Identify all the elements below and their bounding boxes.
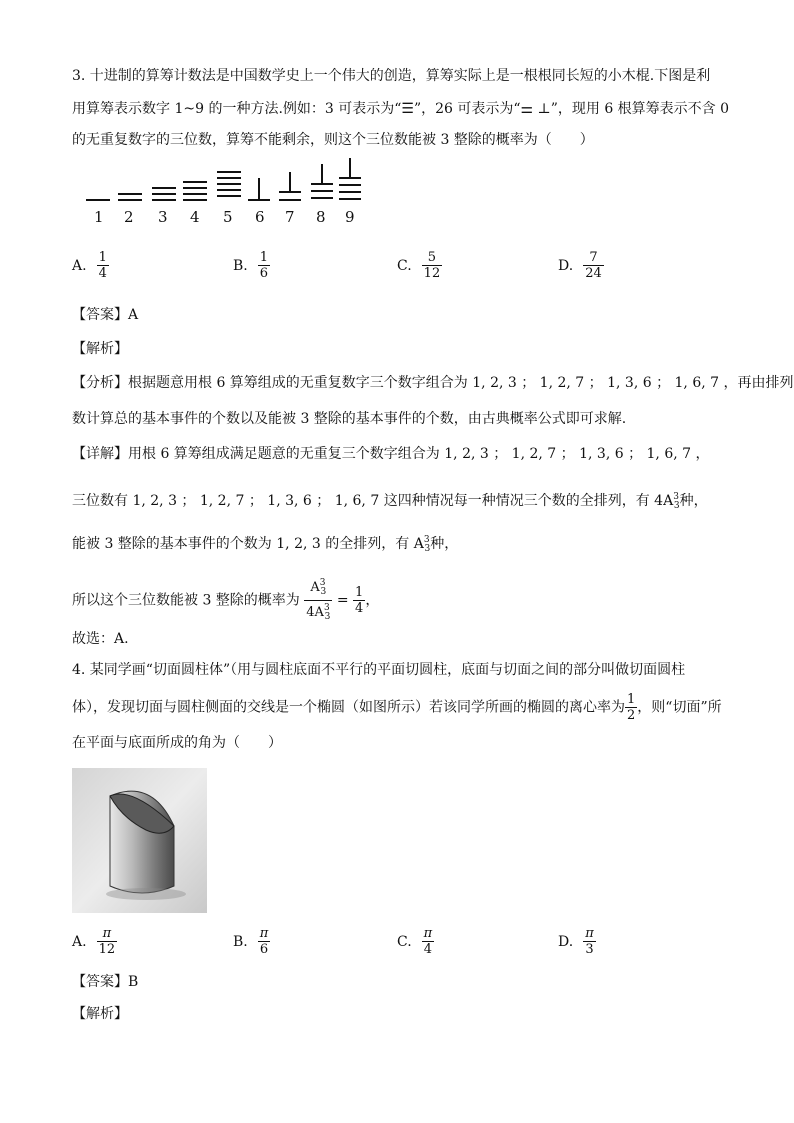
detail-tail: 种， — [679, 493, 708, 509]
option-letter: C. — [397, 933, 412, 950]
q3-text-line-2: 用算筹表示数字 1~9 的一种方法.例如：3 可表示为“☰”，26 可表示为“⚌ ⊥”，现用 6 根算筹表示不含 0 — [72, 101, 730, 117]
rod-label-1: 1 — [94, 208, 104, 226]
option-letter: B. — [233, 933, 248, 950]
q4-analysis-label: 【解析】 — [72, 1006, 128, 1022]
q4-option-c[interactable] — [397, 926, 434, 957]
cut-cylinder-image — [72, 768, 207, 913]
eccentricity-fraction: $\frac{1}{2}$ — [627, 692, 636, 723]
rod-label-5: 5 — [223, 208, 233, 226]
q4-option-a[interactable] — [72, 926, 117, 957]
permutation-symbol: $A^3_3$ — [663, 492, 680, 511]
q3-text-line-1: 3. 十进制的算筹计数法是中国数学史上一个伟大的创造，算筹实际上是一根根同长短的小木棍.下图是利 — [72, 68, 711, 84]
fraction-numerator: 5 — [427, 250, 437, 265]
rod-label-9: 9 — [345, 208, 355, 226]
fraction-denominator: 4 — [98, 266, 107, 281]
option-letter: C. — [397, 257, 412, 274]
q3-fenxi-line-2: 数计算总的基本事件的个数以及能被 3 整除的基本事件的个数，由古典概率公式即可求解. — [72, 411, 627, 427]
q3-detail-line-3 — [72, 530, 458, 559]
q3-option-c[interactable] — [397, 250, 442, 281]
q3-choose: 故选：A. — [72, 631, 129, 647]
fraction-numerator: 1 — [259, 250, 269, 265]
fraction-numerator: π — [102, 926, 112, 941]
option-letter: D. — [558, 933, 574, 950]
detail-text: 三位数有 1, 2, 3 ； 1, 2, 7 ； 1, 3, 6 ； 1, 6, 7 这四种情况每一种情况三个数的全排列，有 4 — [72, 493, 664, 509]
q3-detail-line-4: 所以这个三位数能被 3 整除的概率为 $\frac{A^3_3}{4A^3_3}$ = $\frac{1}{4}$ ， — [72, 576, 379, 625]
fraction-numerator: 1 — [98, 250, 107, 265]
rod-label-7: 7 — [285, 208, 295, 226]
counting-rods-figure — [82, 158, 372, 208]
q3-fenxi-line-1: 【分析】根据题意用根 6 算筹组成的无重复数字三个数字组合为 1, 2, 3 ； 1, 2, 7 ； 1, 3, 6 ； 1, 6, 7 ，再由排列 — [72, 375, 794, 391]
fraction-denominator: 6 — [259, 266, 269, 281]
q3-analysis-label: 【解析】 — [72, 341, 128, 357]
q4-text-line-1: 4. 某同学画“切面圆柱体”（用与圆柱底面不平行的平面切圆柱，底面与切面之间的部分叫做切面圆柱 — [72, 662, 686, 678]
q3-answer: 【答案】A — [72, 307, 139, 323]
q3-option-b[interactable] — [233, 250, 270, 281]
fraction-denominator: 4 — [422, 941, 435, 957]
detail-text: 所以这个三位数能被 3 整除的概率为 — [72, 592, 300, 609]
q3-option-a[interactable] — [72, 250, 109, 281]
option-letter: A. — [72, 257, 87, 274]
q4-text: 体），发现切面与圆柱侧面的交线是一个椭圆（如图所示）若该同学所画的椭圆的离心率为 — [72, 699, 625, 716]
option-letter: D. — [558, 257, 574, 274]
q3-detail-line-2 — [72, 487, 708, 516]
q3-detail-line-1: 【详解】用根 6 算筹组成满足题意的无重复三个数字组合为 1, 2, 3 ； 1, 2, 7 ； 1, 3, 6 ； 1, 6, 7 ， — [72, 446, 710, 462]
q4-option-b[interactable] — [233, 926, 270, 957]
q4-option-d[interactable] — [558, 926, 596, 957]
rod-label-4: 4 — [190, 208, 200, 226]
detail-text: 能被 3 整除的基本事件的个数为 1, 2, 3 的全排列，有 — [72, 536, 414, 552]
rod-label-3: 3 — [158, 208, 168, 226]
fraction-denominator: 12 — [423, 266, 441, 281]
fraction-numerator: π — [423, 926, 433, 941]
q3-text-line-3: 的无重复数字的三位数，算筹不能剩余，则这个三位数能被 3 整除的概率为（ ） — [72, 132, 594, 148]
fraction-numerator: π — [585, 926, 594, 941]
q4-text: ，则“切面”所 — [637, 699, 722, 716]
probability-fraction: $\frac{A^3_3}{4A^3_3}$ — [304, 576, 332, 625]
q4-text-line-2 — [72, 692, 722, 723]
fraction-denominator: 24 — [585, 266, 602, 281]
rod-label-6: 6 — [255, 208, 265, 226]
fraction-denominator: 6 — [258, 941, 271, 957]
fraction-numerator: π — [259, 926, 269, 941]
equals-sign: = — [336, 592, 349, 609]
q4-answer: 【答案】B — [72, 974, 139, 990]
detail-tail: 种， — [430, 536, 459, 552]
option-letter: A. — [72, 933, 87, 950]
q3-option-d[interactable] — [558, 250, 604, 281]
fraction-denominator: 3 — [583, 941, 596, 957]
fraction-denominator: 12 — [98, 942, 116, 957]
rod-label-8: 8 — [316, 208, 326, 226]
rod-label-2: 2 — [124, 208, 134, 226]
fraction-numerator: 7 — [589, 250, 598, 265]
result-fraction: $\frac{1}{4}$ — [355, 585, 364, 616]
permutation-symbol: $A^3_3$ — [413, 535, 431, 554]
q4-text-line-3: 在平面与底面所成的角为（ ） — [72, 735, 282, 751]
option-letter: B. — [233, 257, 248, 274]
